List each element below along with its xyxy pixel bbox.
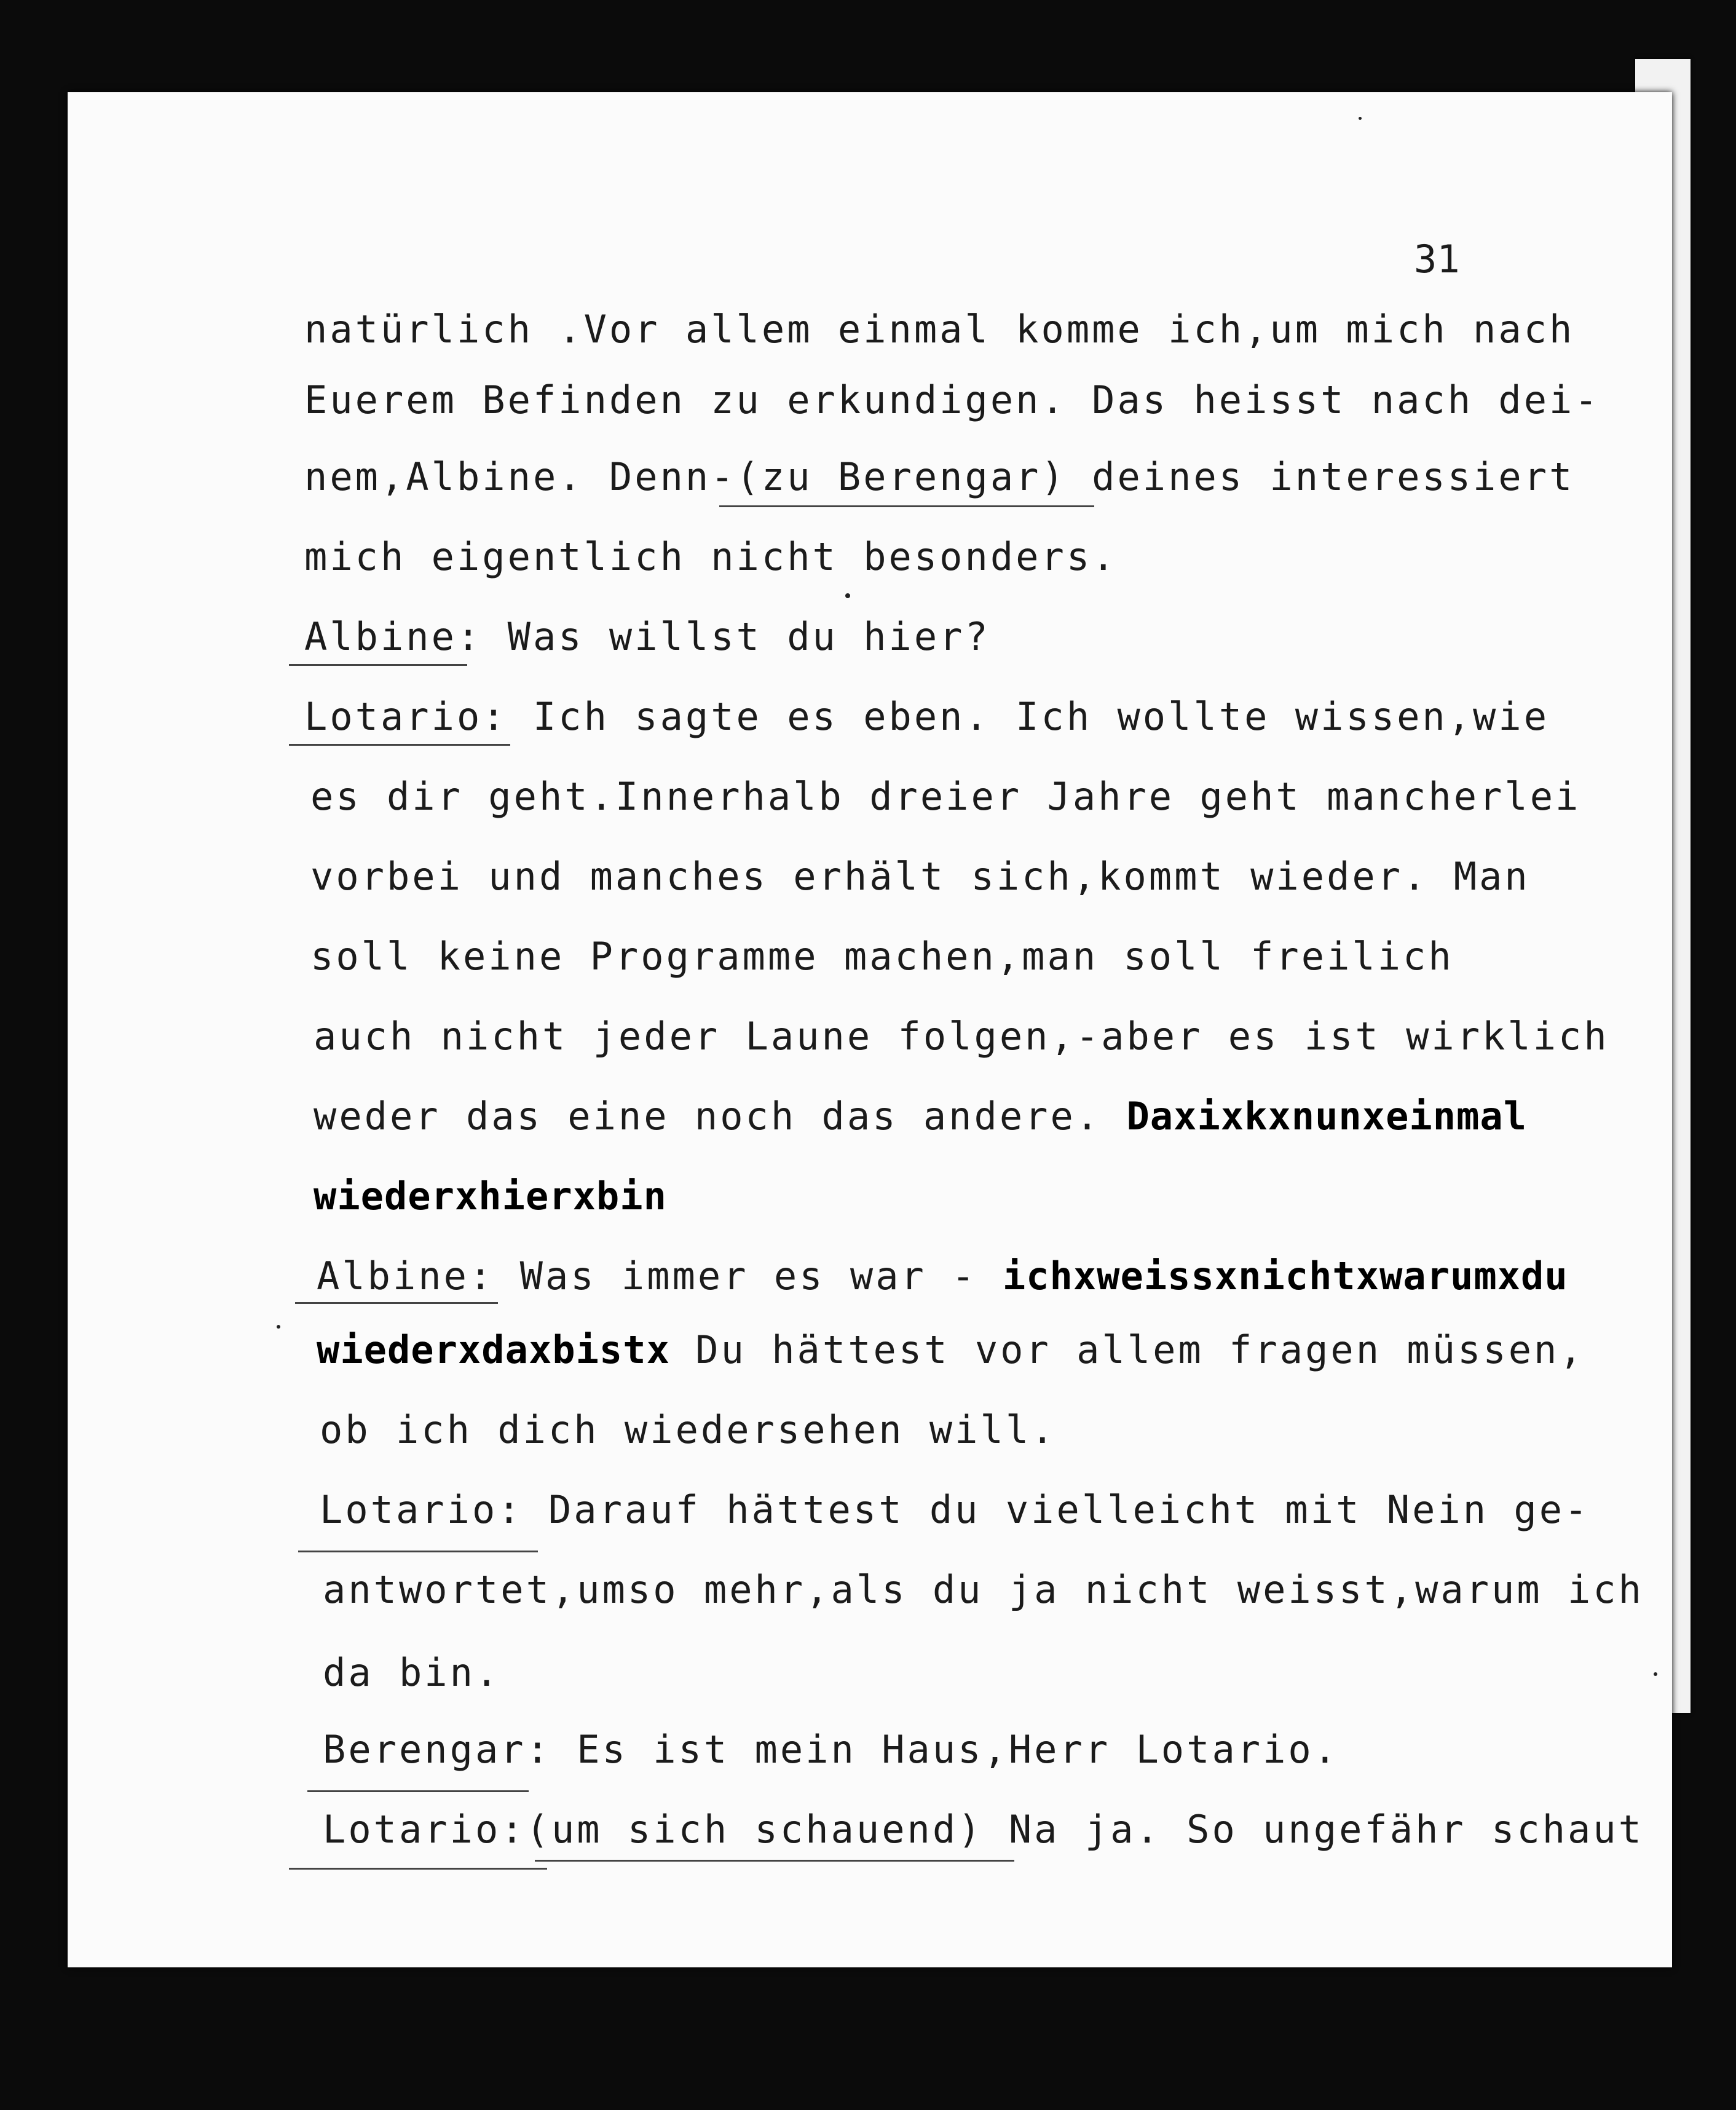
text-line: auch nicht jeder Laune folgen,-aber es ist wirklich (314, 1014, 1609, 1059)
underline-speaker (289, 1868, 547, 1870)
speaker-line: Lotario: Ich sagte es eben. Ich wollte wissen,wie (304, 694, 1550, 739)
speaker-line: Lotario:(um sich schauend) Na ja. So ungefähr schaut (323, 1807, 1644, 1852)
speaker-line: Lotario: Darauf hättest du vielleicht mit Nein ge- (320, 1487, 1590, 1532)
text-line: Euerem Befinden zu erkundigen. Das heisst nach dei- (304, 377, 1600, 422)
text-line: soll keine Programme machen,man soll freilich (310, 934, 1454, 979)
text-line: natürlich .Vor allem einmal komme ich,um mich nach (304, 307, 1575, 352)
page-number: 31 (1414, 237, 1460, 282)
text-line: es dir geht.Innerhalb dreier Jahre geht mancherlei (310, 774, 1581, 819)
paper-speck (1359, 117, 1362, 120)
text-line (314, 1174, 667, 1219)
speaker-line: Albine: Was willst du hier? (304, 614, 990, 659)
text-line: da bin. (323, 1650, 501, 1695)
underline-speaker (295, 1302, 498, 1304)
underline-speaker (298, 1551, 538, 1552)
speaker-line: Berengar: Es ist mein Haus,Herr Lotario. (323, 1727, 1339, 1772)
underline-speaker (289, 664, 467, 666)
underline-stage-direction (719, 505, 1094, 507)
paper-speck (1654, 1672, 1657, 1676)
text-line: nem,Albine. Denn-(zu Berengar) deines interessiert (304, 454, 1575, 499)
struck-out-text: wiederxdaxbistx (317, 1327, 670, 1372)
text-line: wiederxdaxbistx Du hättest vor allem fragen müssen, (317, 1327, 1585, 1372)
struck-out-text: ichxweissxnichtxwarumxdu (1002, 1254, 1568, 1298)
underline-speaker (307, 1790, 529, 1792)
text-line: vorbei und manches erhält sich,kommt wieder. Man (310, 854, 1530, 899)
speaker-line: Albine: Was immer es war - ichxweissxnichtxwarumxdu (317, 1254, 1568, 1298)
paper-speck (845, 593, 850, 598)
text-line: ob ich dich wiedersehen will. (320, 1407, 1057, 1452)
underline-speaker (289, 744, 510, 746)
struck-out-text: Daxixkxnunxeinmal (1126, 1094, 1528, 1139)
text-line: weder das eine noch das andere. Daxixkxnunxeinmal (314, 1094, 1528, 1139)
paper-speck (277, 1325, 280, 1329)
struck-out-text: wiederxhierxbin (314, 1174, 667, 1219)
text-line: mich eigentlich nicht besonders. (304, 534, 1118, 579)
underline-stage-direction (535, 1860, 1014, 1862)
text-line: antwortet,umso mehr,als du ja nicht weisst,warum ich (323, 1567, 1644, 1612)
